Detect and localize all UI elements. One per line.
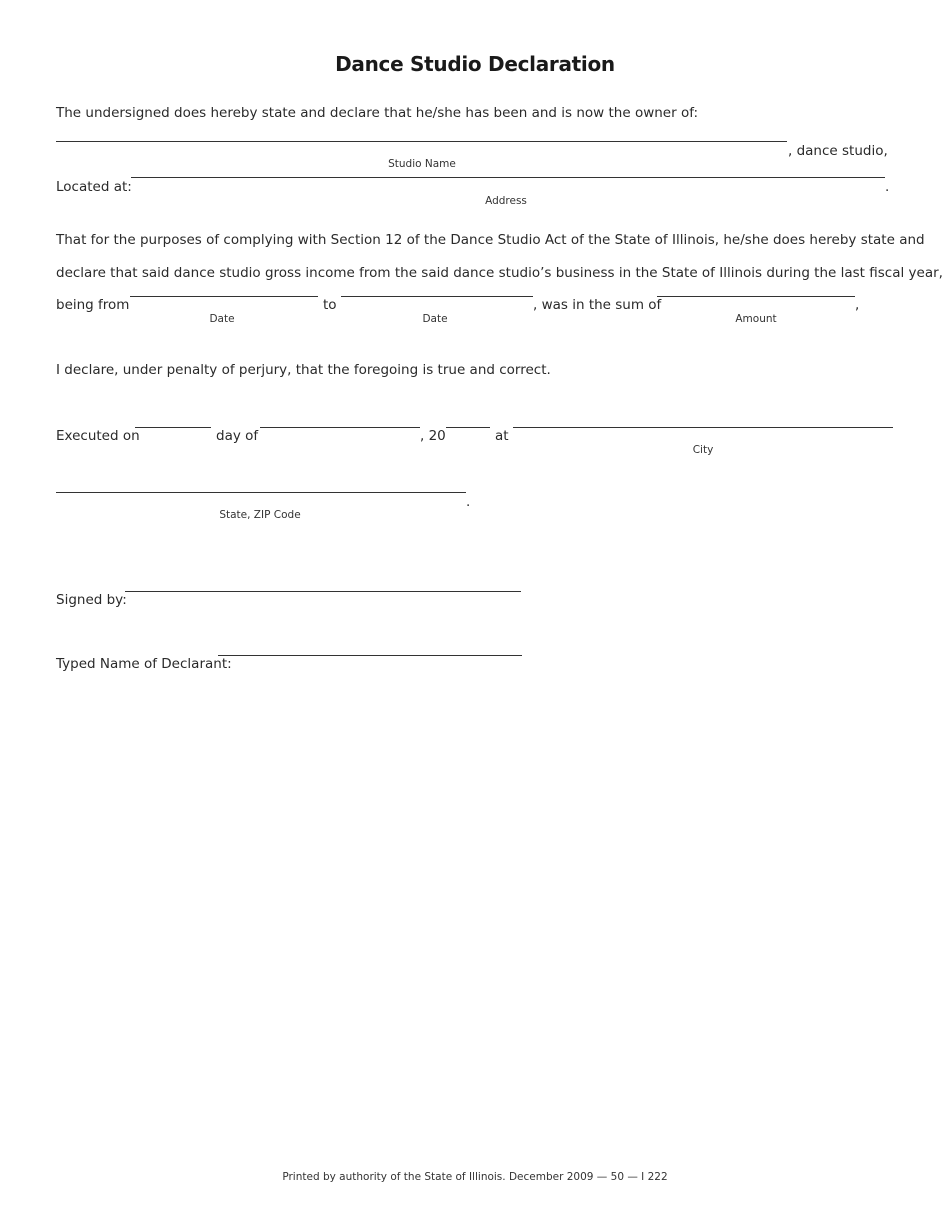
amount-comma: , (855, 297, 860, 313)
typed-name-text: Typed Name of Declarant: (56, 656, 232, 672)
from-date-field[interactable] (130, 296, 318, 297)
to-text: to (323, 297, 337, 313)
day-field[interactable] (135, 427, 211, 428)
amount-label: Amount (735, 313, 777, 325)
signature-field[interactable] (125, 591, 521, 592)
page-title: Dance Studio Declaration (335, 52, 615, 76)
studio-name-label: Studio Name (388, 158, 456, 170)
month-field[interactable] (260, 427, 420, 428)
perjury-statement: I declare, under penalty of perjury, that the foregoing is true and correct. (56, 362, 551, 378)
studio-suffix: , dance studio, (788, 143, 888, 159)
signed-by-text: Signed by: (56, 592, 127, 608)
executed-on-text: Executed on (56, 428, 140, 444)
footer-text: Printed by authority of the State of Illinois. December 2009 — 50 — I 222 (282, 1171, 668, 1183)
paragraph-line-2: declare that said dance studio gross income from the said dance studio’s business in the State of Illinois during the last fiscal year, (56, 265, 943, 281)
sum-text: , was in the sum of (533, 297, 662, 313)
paragraph-line-1: That for the purposes of complying with Section 12 of the Dance Studio Act of the State of Illinois, he/she does hereby state and (56, 232, 925, 248)
from-date-label: Date (209, 313, 235, 325)
year-prefix: , 20 (420, 428, 446, 444)
amount-field[interactable] (657, 296, 855, 297)
to-date-field[interactable] (341, 296, 533, 297)
state-zip-field[interactable] (56, 492, 466, 493)
studio-name-field[interactable] (56, 141, 787, 142)
address-field[interactable] (131, 177, 885, 178)
city-label: City (692, 444, 714, 456)
located-at-label: Located at: (56, 179, 132, 195)
state-zip-period: . (466, 494, 471, 510)
state-zip-label: State, ZIP Code (219, 509, 301, 521)
day-of-text: day of (216, 428, 259, 444)
being-from-text: being from (56, 297, 130, 313)
typed-name-field[interactable] (218, 655, 522, 656)
address-label: Address (485, 195, 527, 207)
address-period: . (885, 179, 890, 195)
intro-text: The undersigned does hereby state and declare that he/she has been and is now the owner of: (56, 105, 699, 121)
city-field[interactable] (513, 427, 893, 428)
at-text: at (495, 428, 509, 444)
year-field[interactable] (446, 427, 490, 428)
to-date-label: Date (422, 313, 448, 325)
